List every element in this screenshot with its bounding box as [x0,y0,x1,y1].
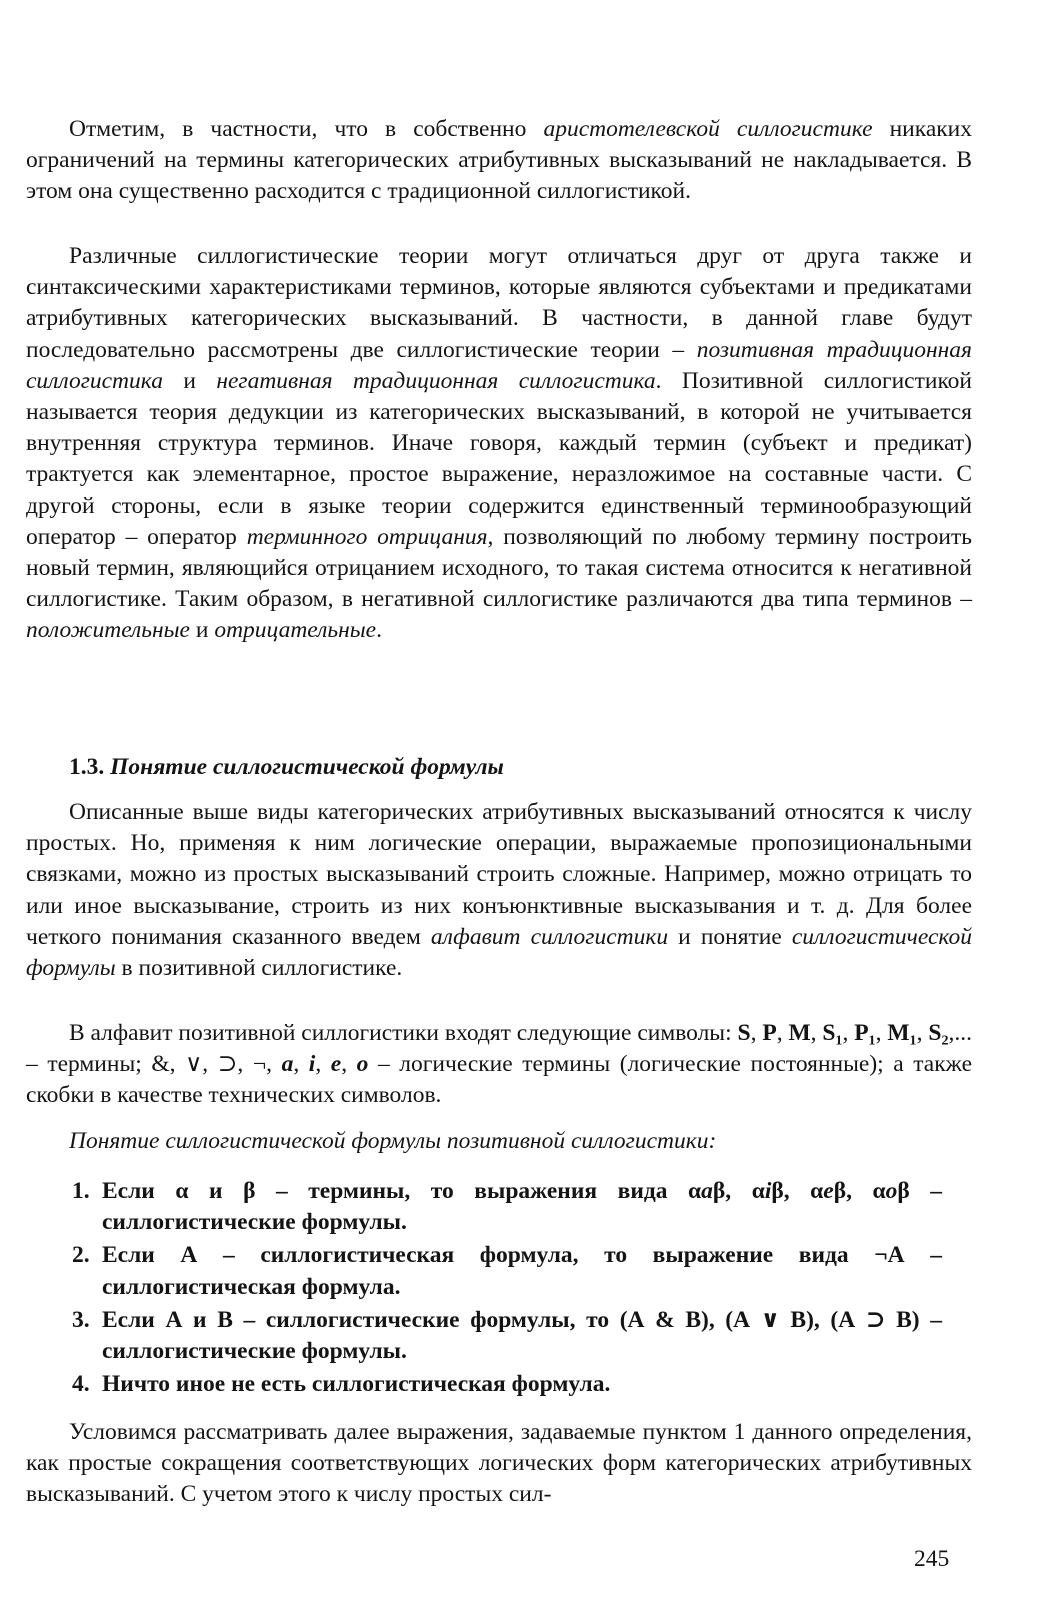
paragraph-4: В алфавит позитивной силлогистики входят следующие символы: S, P, M, S₁, P₁, M₁, S₂,... – термины; &, ∨, ⊃, ¬, a, i, e, o – логические термины (логические постоянные); а также скобки в качестве технических символов. [26,1020,973,1109]
definition-item-number: 1. [72,1178,90,1204]
section-number: 1.3. [69,754,105,780]
definition-item [72,1305,942,1367]
definition-item [72,1176,942,1238]
definition-item [72,1369,942,1400]
definition-item-text: Если А и В – силлогистические формулы, то (А & В), (А ∨ В), (А ⊃ В) – силлогистические формулы. [102,1306,942,1365]
definition-item-text: Если α и β – термины, то выражения вида αaβ, αiβ, αeβ, αoβ – силлогистические формулы. [102,1178,943,1236]
definition-item-number: 3. [72,1306,90,1333]
section-heading [69,752,504,783]
paragraph-5: Условимся рассматривать далее выражения, задаваемые пунктом 1 данного определения, как простые сокращения соответствующих логических форм категорических атрибутивных высказываний. С учетом этого к числу простых сил- [26,1419,972,1508]
definition-item-text: Если А – силлогистическая формула, то выражение вида ¬А – силлогистическая формула. [102,1242,942,1300]
paragraph-2: Различные силлогистические теории могут отличаться друг от друга также и синтаксическими характеристиками терминов, которые являются субъектами и предикатами атрибутивных категорических высказываний. В частности, в данной главе будут последовательно рассмотрены две силлогистические теории – позитивная традиционная силлогистика и негативная традиционная силлогистика. Позитивной силлогистикой называется теория дедукции из категорических высказываний, в которой не учитывается внутренняя структура терминов. Иначе говоря, каждый термин (субъект и предикат) трактуется как элементарное, простое выражение, неразложимое на составные части. С другой стороны, если в языке теории содержится единственный терминообразующий оператор – оператор терминного отрицания, позволяющий по любому термину построить новый термин, являющийся отрицанием исходного, то такая система относится к негативной силлогистике. Таким образом, в негативной силлогистике различаются два типа терминов – положительные и отрицательные. [26,243,972,644]
paragraph-1: Отметим, в частности, что в собственно аристотелевской силлогистике никаких ограничений на термины категорических атрибутивных высказываний не накладывается. В этом она существенно расходится с традиционной силлогистикой. [26,116,972,205]
definition-list [72,1176,942,1402]
definition-item-number: 4. [72,1371,90,1398]
definition-intro: Понятие силлогистической формулы позитивной силлогистики: [69,1128,717,1154]
definition-item-number: 2. [72,1242,90,1269]
paragraph-3: Описанные выше виды категорических атрибутивных высказываний относятся к числу простых. Но, применяя к ним логические операции, выражаемые пропозициональными связками, можно из простых высказываний строить сложные. Например, можно отрицать то или иное высказывание, строить из них конъюнктивные высказывания и т. д. Для более четкого понимания сказанного введем алфавит силлогистики и понятие силлогистической формулы в позитивной силлогистике. [26,799,972,982]
definition-item [72,1240,942,1302]
section-title: Понятие силлогистической формулы [110,754,504,780]
page-number: 245 [914,1546,950,1572]
definition-item-text: Ничто иное не есть силлогистическая формула. [102,1371,611,1398]
